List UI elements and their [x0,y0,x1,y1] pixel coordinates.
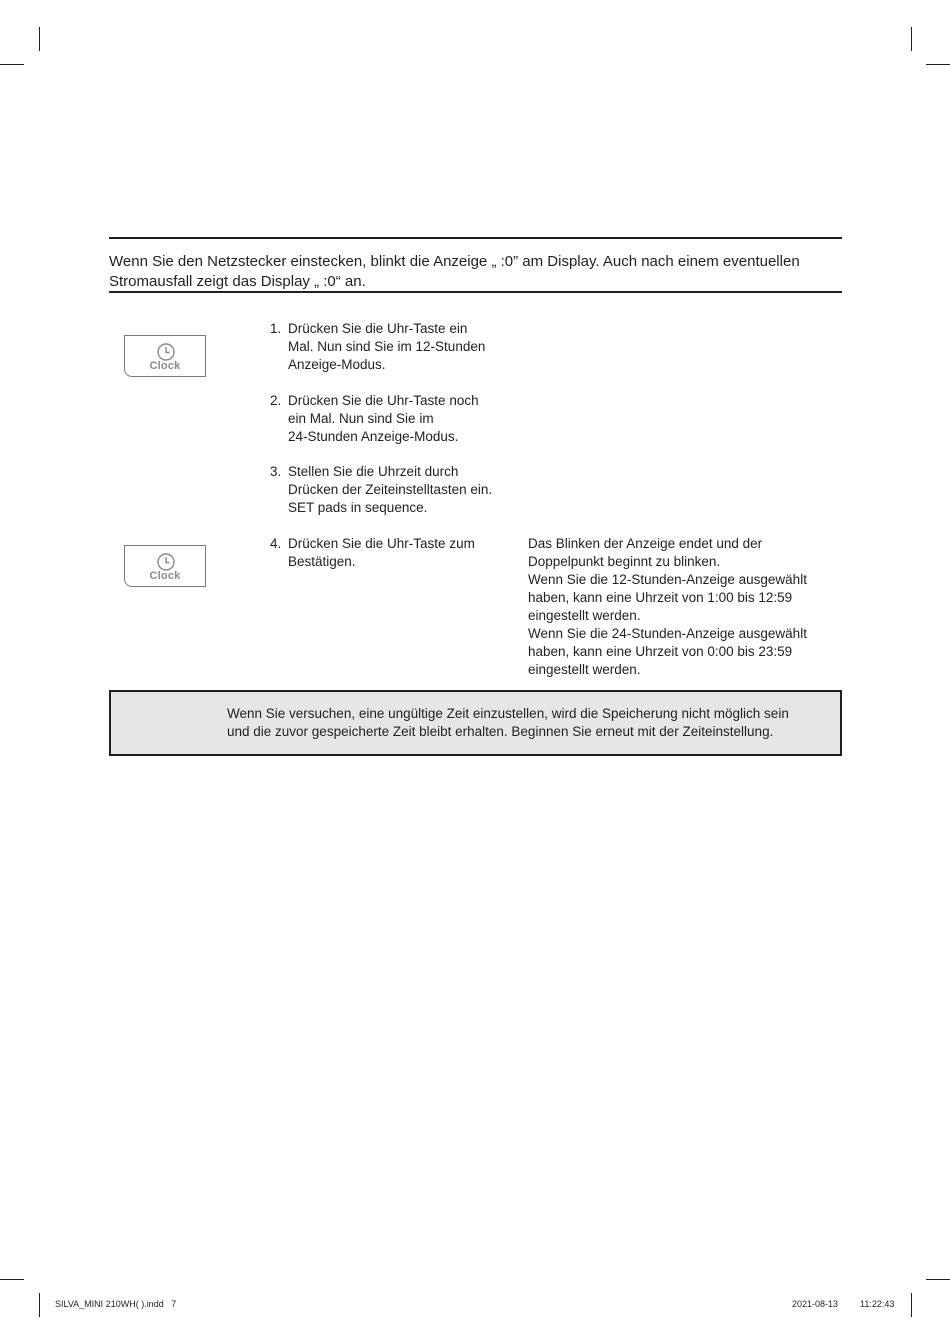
intro-line-1: Wenn Sie den Netzstecker einstecken, blinkt die Anzeige „ :0” am Display. Auch nach einem eventuellen [109,253,800,270]
intro-line-2: Stromausfall zeigt das Display „ :0“ an. [109,273,366,290]
crop-mark [911,27,912,51]
footer-date: 2021-08-13 [792,1299,839,1309]
step-3 [270,463,510,517]
note-box [109,690,842,756]
result-line: haben, kann eine Uhrzeit von 1:00 bis 12:59 [528,590,793,605]
result-line: Wenn Sie die 12-Stunden-Anzeige ausgewählt [528,572,807,587]
step-line: Drücken der Zeiteinstelltasten ein. [288,482,493,497]
step-line: Drücken Sie die Uhr-Taste noch [288,393,479,408]
step-4-result [528,535,828,679]
step-4 [270,535,510,571]
step-2 [270,392,510,446]
note-text [227,705,827,741]
crop-mark [39,27,40,51]
crop-mark [926,64,950,65]
result-line: haben, kann eine Uhrzeit von 0:00 bis 23:59 [528,644,793,659]
step-line: Mal. Nun sind Sie im 12-Stunden [288,339,486,354]
intro-bottom-rule [109,291,842,293]
step-number: 1. [270,321,282,336]
step-line: 24-Stunden Anzeige-Modus. [288,429,459,444]
intro-text [109,252,849,292]
step-line: ein Mal. Nun sind Sie im [288,411,434,426]
result-line: Doppelpunkt beginnt zu blinken. [528,554,721,569]
step-line: Drücken Sie die Uhr-Taste zum [288,536,475,551]
crop-mark [911,1293,912,1317]
crop-mark [39,1293,40,1317]
result-line: eingestellt werden. [528,608,641,623]
step-line: Anzeige-Modus. [288,357,386,372]
step-number: 2. [270,393,282,408]
step-line: SET pads in sequence. [288,500,428,515]
clock-button-label: Clock [149,360,181,372]
clock-icon [156,342,176,362]
crop-mark [0,1279,24,1280]
clock-button [124,335,206,377]
step-number: 3. [270,464,282,479]
note-line-1: Wenn Sie versuchen, eine ungültige Zeit einzustellen, wird die Speicherung nicht möglich sein [227,706,789,721]
clock-button-label: Clock [149,570,181,582]
top-rule [109,237,842,239]
step-line: Drücken Sie die Uhr-Taste ein [288,321,468,336]
step-1 [270,320,510,374]
footer-file: SILVA_MINI 210WH( ).indd 7 [55,1299,177,1309]
result-line: Wenn Sie die 24-Stunden-Anzeige ausgewählt [528,626,807,641]
step-number: 4. [270,536,282,551]
note-line-2: und die zuvor gespeicherte Zeit bleibt erhalten. Beginnen Sie erneut mit der Zeiteinstellung. [227,724,774,739]
clock-button [124,545,206,587]
footer-time: 11:22:43 [860,1299,895,1309]
crop-mark [0,64,24,65]
result-line: eingestellt werden. [528,662,641,677]
step-line: Bestätigen. [288,554,356,569]
clock-icon [156,552,176,572]
crop-mark [926,1279,950,1280]
result-line: Das Blinken der Anzeige endet und der [528,536,763,551]
step-line: Stellen Sie die Uhrzeit durch [288,464,459,479]
